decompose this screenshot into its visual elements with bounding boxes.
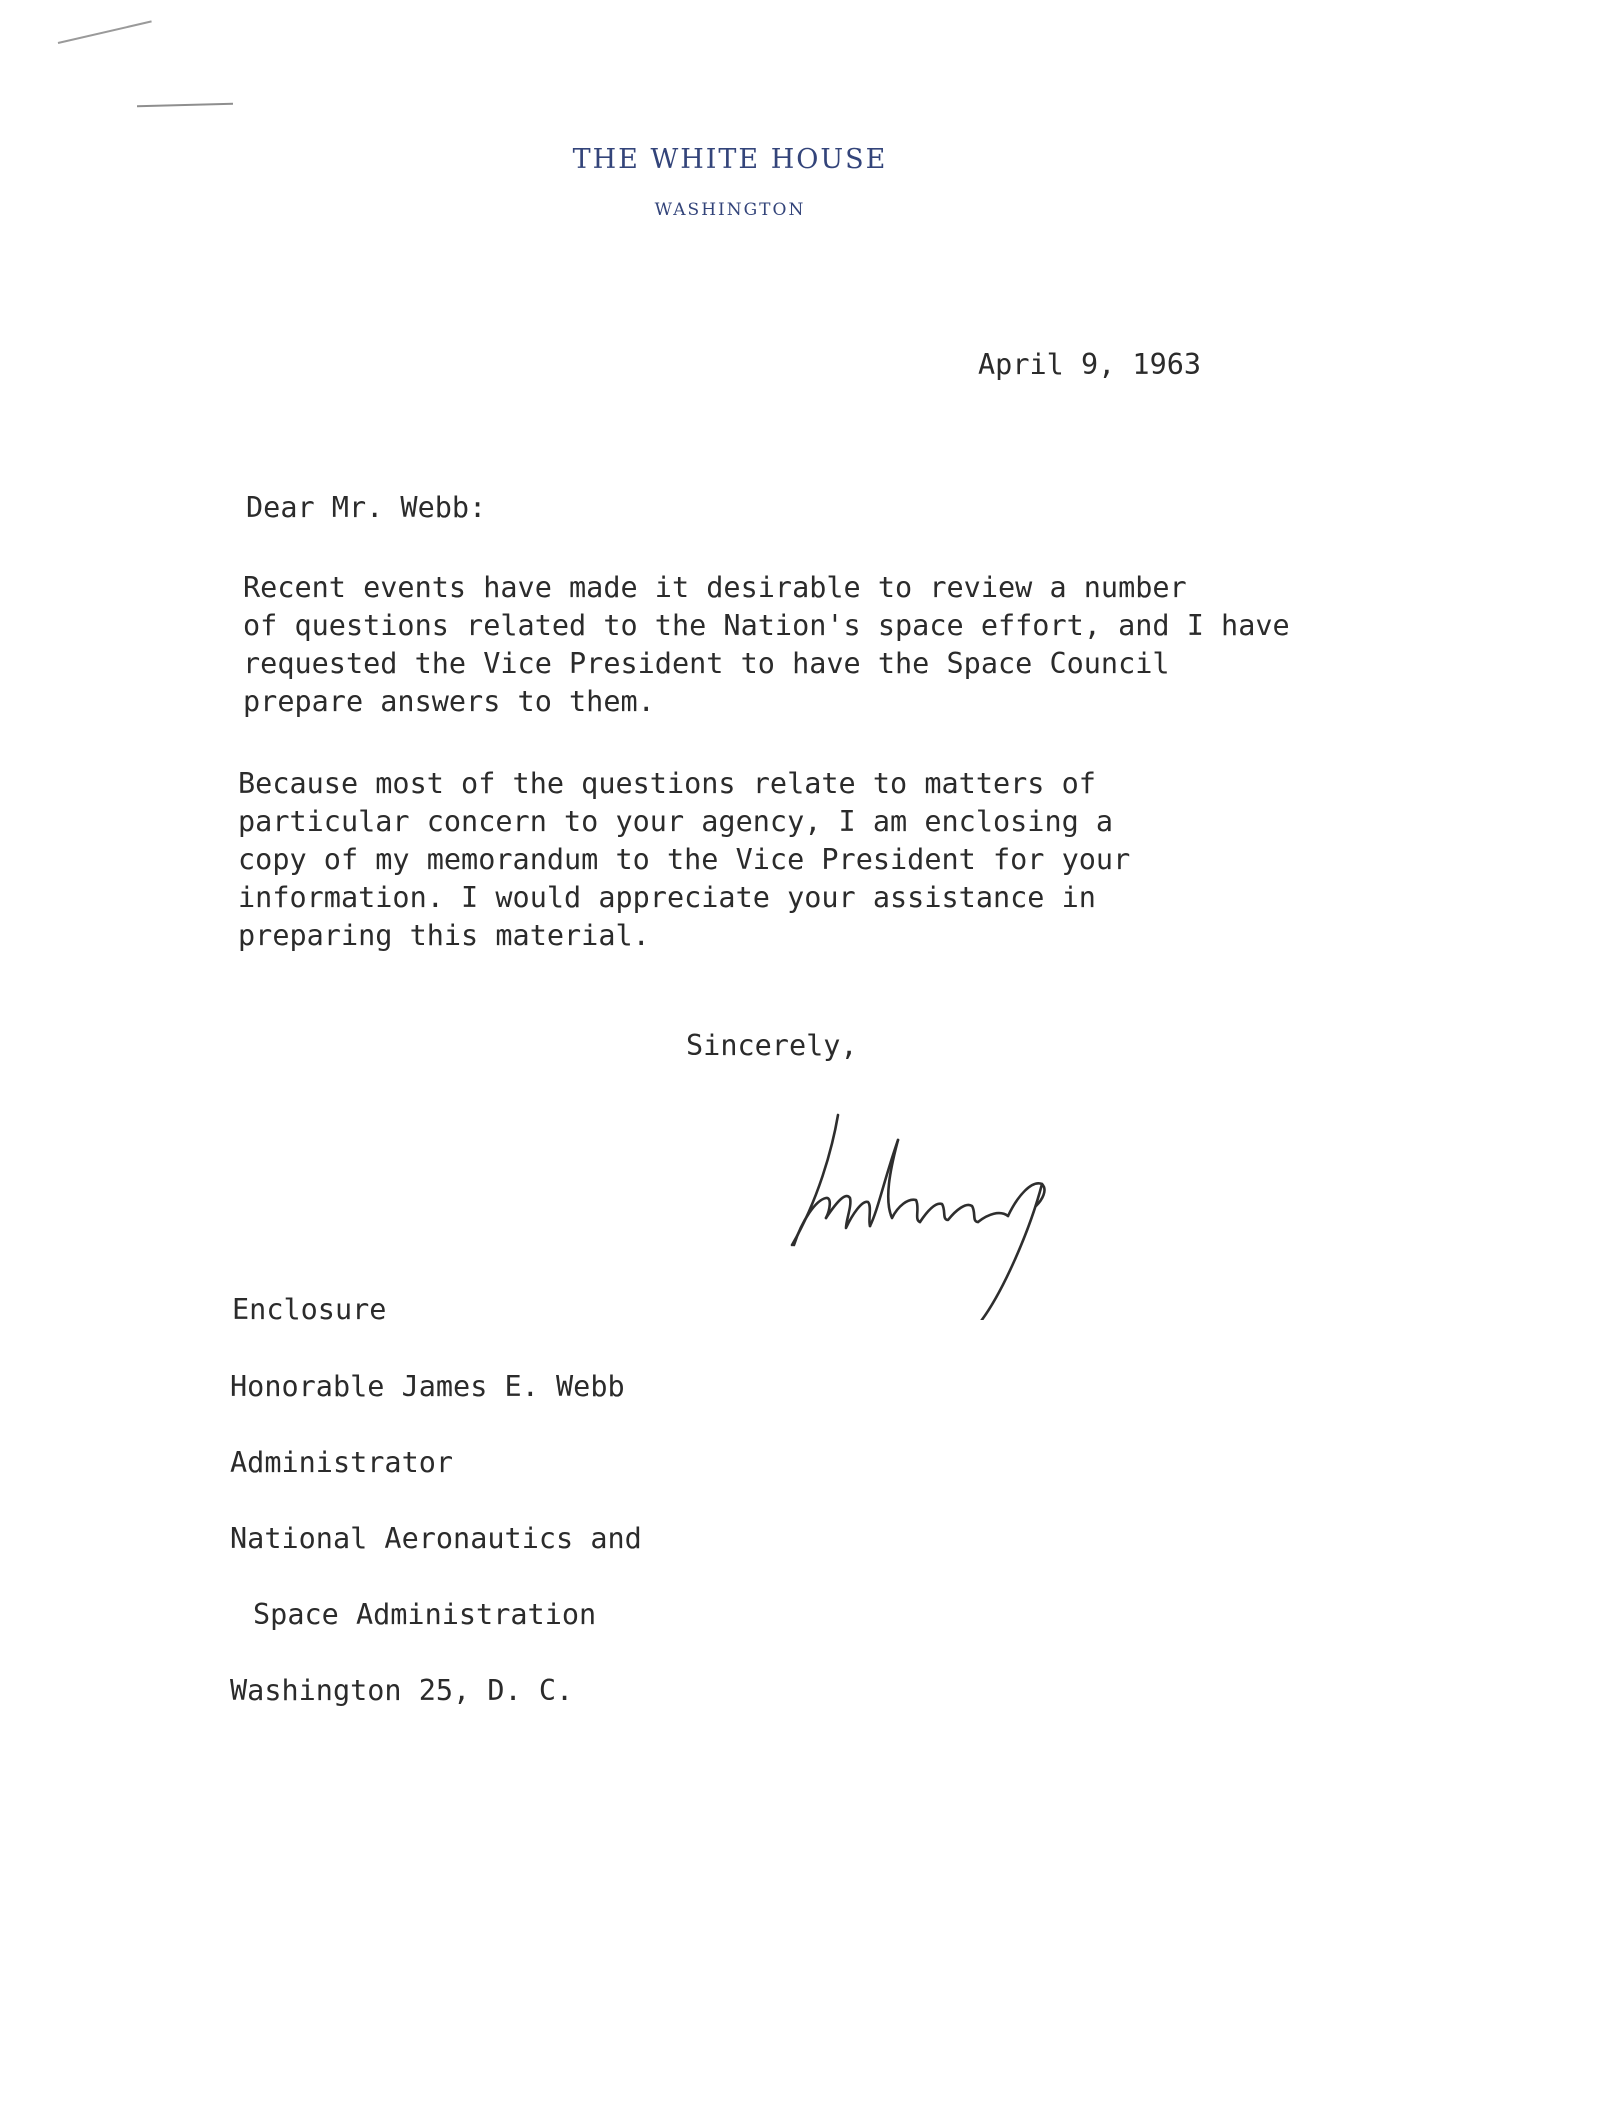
letter-date: April 9, 1963: [978, 348, 1202, 381]
recipient-address: [230, 1368, 642, 1710]
paragraph-2: [238, 765, 1130, 955]
paragraph-line: Because most of the questions relate to matters of: [238, 767, 1096, 800]
address-line: National Aeronautics and: [230, 1522, 642, 1555]
address-line: Administrator: [230, 1446, 454, 1479]
address-line: Washington 25, D. C.: [230, 1674, 574, 1707]
paragraph-line: Recent events have made it desirable to review a number: [243, 571, 1187, 604]
staple-mark: [58, 20, 152, 44]
address-line: Honorable James E. Webb: [230, 1370, 625, 1403]
staple-mark: [137, 103, 233, 108]
address-line: Space Administration: [253, 1598, 597, 1631]
paragraph-line: preparing this material.: [238, 919, 650, 952]
paragraph-line: copy of my memorandum to the Vice President for your: [238, 843, 1131, 876]
paragraph-line: information. I would appreciate your assistance in: [238, 881, 1096, 914]
paragraph-line: particular concern to your agency, I am enclosing a: [238, 805, 1114, 838]
paragraph-line: prepare answers to them.: [243, 685, 655, 718]
handwritten-signature: [780, 1060, 1160, 1320]
letterhead-title: THE WHITE HOUSE: [572, 144, 888, 175]
paragraph-line: requested the Vice President to have the Space Council: [243, 647, 1170, 680]
salutation: Dear Mr. Webb:: [246, 491, 487, 524]
paragraph-1: [243, 569, 1290, 721]
closing: Sincerely,: [686, 1029, 858, 1062]
enclosure-note: Enclosure: [232, 1293, 387, 1326]
letterhead-location: WASHINGTON: [654, 200, 806, 220]
paragraph-line: of questions related to the Nation's space effort, and I have: [243, 609, 1290, 642]
